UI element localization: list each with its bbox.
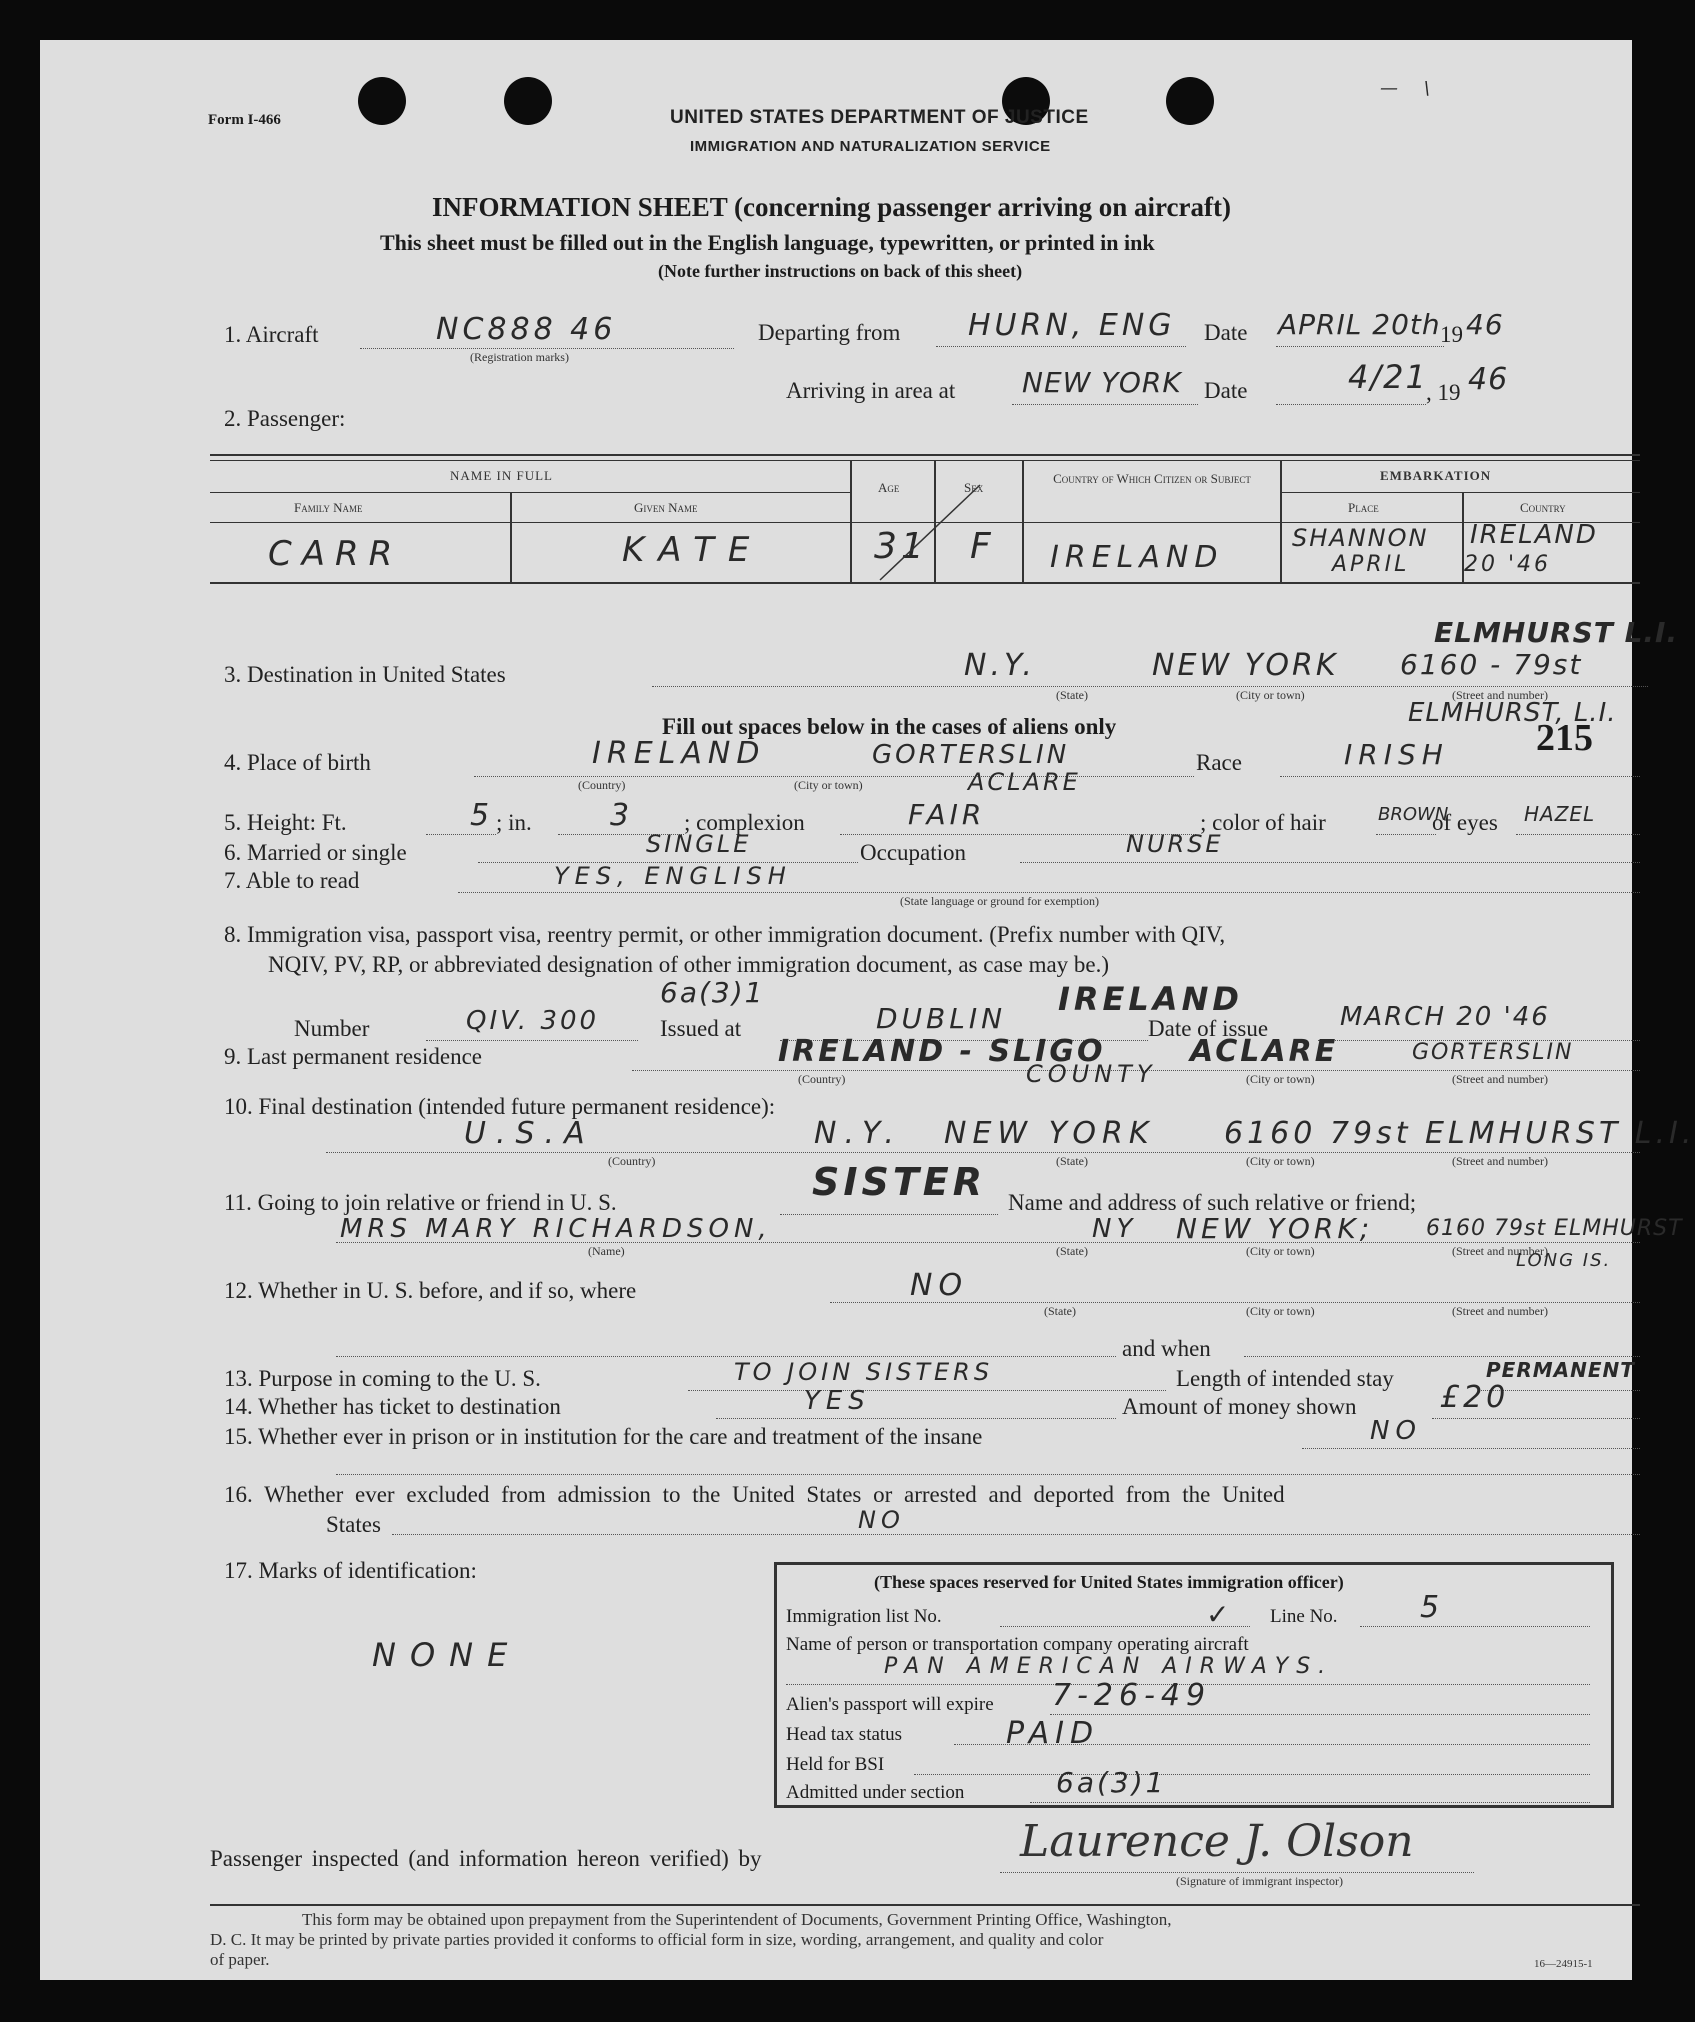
given-name-value: KATE	[622, 530, 764, 570]
prison-value: NO	[1370, 1416, 1422, 1446]
caption-birth-city: (City or town)	[794, 778, 863, 792]
residence-street: GORTERSLIN	[1412, 1040, 1574, 1065]
hair-label: ; color of hair	[1200, 810, 1326, 835]
money-label: Amount of money shown	[1122, 1394, 1357, 1419]
destination-label: 3. Destination in United States	[224, 662, 506, 687]
residence-county: COUNTY	[1026, 1060, 1157, 1088]
identification-value: NONE	[372, 1636, 522, 1674]
relation-value: SISTER	[812, 1160, 987, 1204]
passport-expire-label: Alien's passport will expire	[786, 1694, 994, 1715]
read-value: YES, ENGLISH	[554, 862, 792, 890]
purpose-label: 13. Purpose in coming to the U. S.	[224, 1366, 541, 1391]
residence-country: IRELAND - SLIGO	[778, 1034, 1106, 1069]
document-label: 8. Immigration visa, passport visa, reentry permit, or other immigration document. (Prefix number with QIV,	[224, 922, 1226, 947]
embark-place-value: SHANNON	[1292, 524, 1429, 552]
read-caption: (State language or ground for exemption)	[900, 894, 1099, 908]
footer-line-3: of paper.	[210, 1950, 270, 1969]
officer-box-title: (These spaces reserved for United States immigration officer)	[874, 1572, 1344, 1592]
relative-street: 6160 79st ELMHURST	[1426, 1216, 1683, 1241]
aircraft-label: 1. Aircraft	[224, 322, 319, 347]
occupation-label: Occupation	[860, 840, 967, 865]
prior-us-label: 12. Whether in U. S. before, and if so, where	[224, 1278, 637, 1303]
list-no-value: ✓	[1206, 1598, 1234, 1631]
caption-prior-city: (City or town)	[1246, 1304, 1315, 1318]
caption-relative-state: (State)	[1056, 1244, 1088, 1258]
height-label: 5. Height: Ft.	[224, 810, 347, 835]
relative-street-2: LONG IS.	[1516, 1250, 1612, 1271]
caption-final-country: (Country)	[608, 1154, 656, 1168]
destination-state: N.Y.	[964, 648, 1036, 683]
relative-state: NY	[1092, 1214, 1138, 1244]
ticket-value: YES	[804, 1386, 871, 1416]
header-family-name: Family Name	[294, 500, 363, 515]
aliens-only-note: Fill out spaces below in the cases of aliens only	[662, 714, 1117, 739]
height-ft: 5	[470, 798, 494, 833]
caption-relative-street: (Street and number)	[1452, 1244, 1548, 1258]
prison-label: 15. Whether ever in prison or in institution for the care and treatment of the insane	[224, 1424, 983, 1449]
department-name: UNITED STATES DEPARTMENT OF JUSTICE	[670, 107, 1089, 128]
caption-state: (State)	[1056, 688, 1088, 702]
date-label: Date	[1204, 320, 1248, 345]
form-title: INFORMATION SHEET (concerning passenger arriving on aircraft)	[432, 192, 1231, 222]
caption-prior-street: (Street and number)	[1452, 1304, 1548, 1318]
table-top-rule	[210, 454, 1640, 456]
caption-street: (Street and number)	[1452, 688, 1548, 702]
family-name-value: CARR	[268, 534, 403, 574]
identification-label: 17. Marks of identification:	[224, 1558, 477, 1583]
hair-value: BROWN	[1378, 804, 1449, 825]
read-label: 7. Able to read	[224, 868, 360, 893]
inspector-signature: Laurence J. Olson	[1020, 1816, 1414, 1867]
occupation-value: NURSE	[1126, 830, 1224, 858]
caption-city: (City or town)	[1236, 688, 1305, 702]
arrival-year-prefix: , 19	[1426, 380, 1461, 405]
complexion-value: FAIR	[908, 798, 986, 831]
excluded-value: NO	[858, 1506, 905, 1534]
relative-name: MRS MARY RICHARDSON,	[340, 1214, 772, 1244]
document-label-2: NQIV, PV, RP, or abbreviated designation of other immigration document, as case may be.)	[268, 952, 1110, 977]
form-note: (Note further instructions on back of this sheet)	[658, 261, 1023, 281]
caption-birth-country: (Country)	[578, 778, 626, 792]
arriving-label: Arriving in area at	[786, 378, 956, 403]
form-instructions: This sheet must be filled out in the English language, typewritten, or printed in ink	[380, 230, 1155, 255]
header-country-citizen: Country of Which Citizen or Subject	[1053, 471, 1251, 486]
birth-city-2: ACLARE	[968, 768, 1081, 796]
residence-city: ACLARE	[1190, 1034, 1339, 1069]
punch-hole	[1166, 77, 1214, 125]
header-given-name: Given Name	[634, 500, 698, 515]
embark-place-date: APRIL	[1332, 552, 1410, 577]
line-no-value: 5	[1420, 1590, 1444, 1625]
complexion-label: ; complexion	[684, 810, 805, 835]
purpose-value: TO JOIN SISTERS	[734, 1358, 994, 1386]
departure-date: APRIL 20th	[1278, 308, 1441, 341]
footer-line-1: This form may be obtained upon prepayment from the Superintendent of Documents, Government Printing Office, Washington,	[302, 1910, 1172, 1929]
stay-value: PERMANENT	[1486, 1358, 1635, 1382]
aircraft-value: NC888 46	[436, 312, 617, 347]
name-address-label: Name and address of such relative or friend;	[1008, 1190, 1417, 1215]
excluded-label-2: States	[326, 1512, 381, 1537]
citizen-value: IRELAND	[1050, 540, 1224, 575]
arriving-value: NEW YORK	[1022, 366, 1182, 399]
prior-us-value: NO	[910, 1268, 969, 1303]
registration-caption: (Registration marks)	[470, 350, 569, 364]
footer-code: 16—24915-1	[1534, 1958, 1593, 1970]
final-state: N.Y.	[814, 1116, 902, 1151]
destination-street: 6160 - 79st	[1400, 648, 1583, 681]
stamp-number: 215	[1536, 717, 1593, 759]
section-note: 6a(3)1	[660, 976, 765, 1009]
and-when-label: and when	[1122, 1336, 1211, 1361]
residence-label: 9. Last permanent residence	[224, 1044, 482, 1069]
admitted-section-label: Admitted under section	[786, 1782, 965, 1803]
departing-value: HURN, ENG	[968, 308, 1176, 343]
issue-date-value: MARCH 20 '46	[1340, 1002, 1550, 1032]
header-age: Age	[878, 480, 900, 495]
footer-rule	[210, 1904, 1640, 1906]
stay-label: Length of intended stay	[1176, 1366, 1394, 1391]
issued-at-label: Issued at	[660, 1016, 742, 1041]
caption-final-city: (City or town)	[1246, 1154, 1315, 1168]
caption-prior-state: (State)	[1044, 1304, 1076, 1318]
line-no-label: Line No.	[1270, 1606, 1338, 1627]
punch-hole	[358, 77, 406, 125]
final-city: NEW YORK	[944, 1116, 1155, 1151]
strike-mark	[870, 480, 990, 590]
birthplace-label: 4. Place of birth	[224, 750, 371, 775]
head-tax-value: PAID	[1006, 1716, 1100, 1751]
admitted-section-value: 6a(3)1	[1056, 1766, 1167, 1799]
list-no-label: Immigration list No.	[786, 1606, 942, 1627]
passport-expire-value: 7-26-49	[1052, 1678, 1212, 1713]
final-street: 6160 79st ELMHURST L.I.	[1224, 1116, 1695, 1151]
form-number: Form I-466	[208, 112, 281, 128]
caption-final-street: (Street and number)	[1452, 1154, 1548, 1168]
held-bsi-label: Held for BSI	[786, 1754, 885, 1775]
marital-value: SINGLE	[646, 830, 752, 858]
arrival-date: 4/21	[1348, 358, 1428, 396]
passenger-label: 2. Passenger:	[224, 406, 346, 431]
caption-relative-name: (Name)	[588, 1244, 625, 1258]
departure-year: 46	[1466, 308, 1504, 341]
document-sheet	[40, 40, 1695, 1980]
document-number: QIV. 300	[466, 1006, 600, 1036]
marital-label: 6. Married or single	[224, 840, 407, 865]
destination-city: NEW YORK	[1152, 648, 1339, 683]
issued-at-value-2: IRELAND	[1058, 980, 1243, 1018]
header-name-in-full: NAME IN FULL	[450, 468, 553, 483]
embark-country-value: IRELAND	[1470, 520, 1598, 550]
eyes-value: HAZEL	[1524, 802, 1596, 826]
inches-label: ; in.	[496, 810, 532, 835]
join-relative-label: 11. Going to join relative or friend in U. S.	[224, 1190, 617, 1215]
departing-label: Departing from	[758, 320, 901, 345]
final-country: U.S.A	[464, 1116, 595, 1151]
eyes-label: of eyes	[1432, 810, 1498, 835]
race-label: Race	[1196, 750, 1242, 775]
year-prefix: 19	[1440, 322, 1463, 347]
money-value: £20	[1440, 1380, 1510, 1415]
relative-city: NEW YORK;	[1176, 1212, 1374, 1245]
birth-city: GORTERSLIN	[872, 740, 1070, 770]
age-value: 31	[874, 526, 928, 567]
margin-note: ELMHURST, L.I.	[1408, 698, 1617, 728]
signature-caption: (Signature of immigrant inspector)	[1176, 1874, 1343, 1888]
issued-at-value: DUBLIN	[876, 1002, 1007, 1035]
ticket-label: 14. Whether has ticket to destination	[224, 1394, 561, 1419]
header-sex: Sex	[964, 480, 984, 495]
inspection-label: Passenger inspected (and information hereon verified) by	[210, 1846, 762, 1871]
footer-line-2: D. C. It may be printed by private parties provided it conforms to official form in size, wording, arrangement, and quality and color	[210, 1930, 1104, 1949]
caption-res-street: (Street and number)	[1452, 1072, 1548, 1086]
caption-res-city: (City or town)	[1246, 1072, 1315, 1086]
final-destination-label: 10. Final destination (intended future permanent residence):	[224, 1094, 776, 1119]
header-embark-country: Country	[1520, 500, 1566, 515]
embark-date-value: 20 '46	[1464, 552, 1552, 577]
caption-relative-city: (City or town)	[1246, 1244, 1315, 1258]
header-embarkation: EMBARKATION	[1380, 468, 1492, 483]
company-value: PAN AMERICAN AIRWAYS.	[884, 1654, 1334, 1679]
sex-value: F	[970, 526, 995, 567]
head-tax-label: Head tax status	[786, 1724, 903, 1745]
race-value: IRISH	[1344, 738, 1449, 771]
excluded-label: 16. Whether ever excluded from admission to the United States or arrested and deported from the United	[224, 1482, 1285, 1507]
corner-marks: — \	[1380, 78, 1440, 99]
arrival-year: 46	[1468, 362, 1509, 397]
caption-final-state: (State)	[1056, 1154, 1088, 1168]
company-label: Name of person or transportation company operating aircraft	[786, 1634, 1249, 1655]
punch-hole	[504, 77, 552, 125]
destination-street-above: ELMHURST L.I.	[1434, 616, 1679, 649]
issue-date-label: Date of issue	[1148, 1016, 1269, 1041]
number-label: Number	[294, 1016, 370, 1041]
height-in: 3	[610, 798, 634, 833]
birth-country: IRELAND	[592, 736, 766, 771]
header-place: Place	[1348, 500, 1379, 515]
caption-res-country: (Country)	[798, 1072, 846, 1086]
service-name: IMMIGRATION AND NATURALIZATION SERVICE	[690, 138, 1051, 155]
arrival-date-label: Date	[1204, 378, 1248, 403]
